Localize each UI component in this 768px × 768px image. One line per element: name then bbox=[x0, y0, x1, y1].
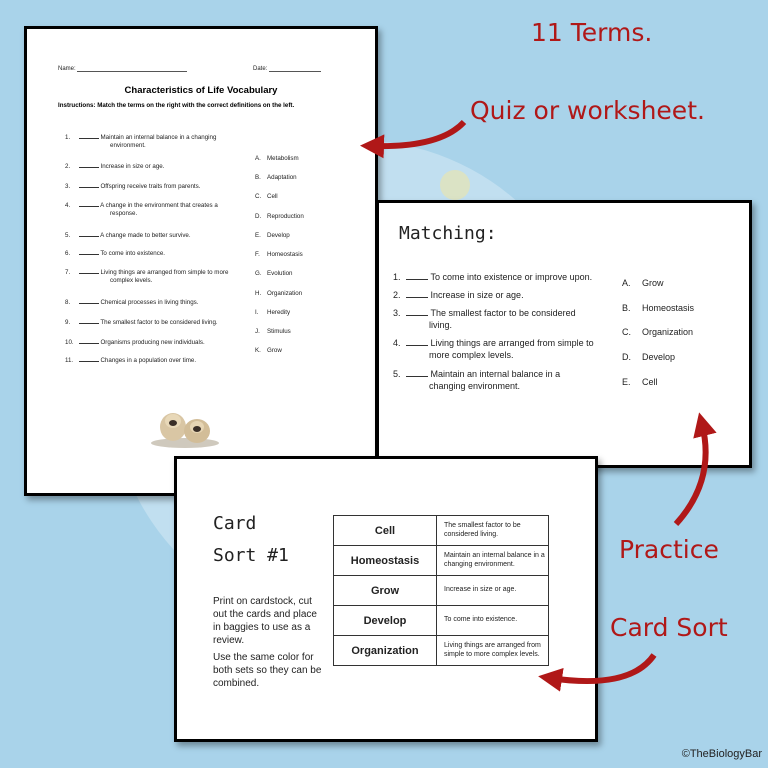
worksheet-option: E. Develop bbox=[255, 232, 290, 239]
worksheet-item: 8. Chemical processes in living things. bbox=[65, 299, 199, 306]
worksheet-item: 3. Offspring receive traits from parents. bbox=[65, 183, 201, 190]
terms-callout: 11 Terms. bbox=[531, 18, 653, 47]
arrow-to-table bbox=[550, 655, 654, 681]
term-cell: Cell bbox=[334, 516, 437, 546]
matching-option: A. Grow bbox=[622, 278, 664, 288]
name-field: Name: bbox=[58, 66, 187, 72]
worksheet-option: F. Homeostasis bbox=[255, 251, 303, 258]
definition-cell: Increase in size or age. bbox=[437, 576, 549, 606]
copyright-text: ©TheBiologyBar bbox=[681, 748, 762, 760]
definition-cell: The smallest factor to be considered living. bbox=[437, 516, 549, 546]
definition-cell: Maintain an internal balance in a changing environment. bbox=[437, 546, 549, 576]
worksheet-item: 4. A change in the environment that creates a response. bbox=[65, 202, 218, 217]
card-sort-title: Card bbox=[213, 513, 257, 534]
matching-item: 3. The smallest factor to be considered living. bbox=[393, 308, 576, 330]
worksheet-item: 5. A change made to better survive. bbox=[65, 232, 191, 239]
worksheet-item: 10. Organisms producing new individuals. bbox=[65, 339, 205, 346]
definition-cell: To come into existence. bbox=[437, 606, 549, 636]
worksheet-title: Characteristics of Life Vocabulary bbox=[124, 85, 278, 96]
matching-item: 1. To come into existence or improve upon. bbox=[393, 272, 593, 282]
date-field: Date: bbox=[253, 66, 321, 72]
worksheet-option: I. Heredity bbox=[255, 309, 291, 316]
matching-option: E. Cell bbox=[622, 377, 658, 387]
worksheet-option: D. Reproduction bbox=[255, 213, 304, 220]
worksheet-item: 11. Changes in a population over time. bbox=[65, 357, 197, 364]
matching-item: 2. Increase in size or age. bbox=[393, 290, 524, 300]
practice-callout: Practice bbox=[619, 535, 719, 564]
worksheet-option: G. Evolution bbox=[255, 270, 293, 277]
matching-option: B. Homeostasis bbox=[622, 303, 695, 313]
term-cell: Develop bbox=[334, 606, 437, 636]
worksheet-option: H. Organization bbox=[255, 290, 303, 297]
arrow-to-matching bbox=[676, 424, 706, 524]
matching-option: C. Organization bbox=[622, 327, 694, 337]
cardsort-callout: Card Sort bbox=[610, 613, 728, 642]
worksheet-item: 2. Increase in size or age. bbox=[65, 163, 165, 170]
matching-option: D. Develop bbox=[622, 352, 676, 362]
term-cell: Homeostasis bbox=[334, 546, 437, 576]
worksheet-item: 9. The smallest factor to be considered living. bbox=[65, 319, 218, 326]
card-sort-note: Use the same color for both sets so they can be combined. bbox=[213, 652, 322, 689]
card-sort-subtitle: Sort #1 bbox=[213, 545, 289, 566]
matching-title: Matching: bbox=[399, 223, 497, 244]
worksheet-option: C. Cell bbox=[255, 193, 278, 200]
worksheet-item: 7. Living things are arranged from simple to more complex levels. bbox=[65, 269, 229, 284]
worksheet-item: 1. Maintain an internal balance in a changing environment. bbox=[65, 134, 217, 149]
definition-cell: Living things are arranged from simple to more complex levels. bbox=[437, 636, 549, 666]
term-cell: Grow bbox=[334, 576, 437, 606]
card-sort-instructions: Print on cardstock, cut out the cards and place in baggies to use as a review. bbox=[213, 596, 317, 646]
worksheet-option: A. Metabolism bbox=[255, 155, 299, 162]
quiz-callout: Quiz or worksheet. bbox=[470, 96, 705, 125]
arrow-to-worksheet bbox=[372, 122, 464, 146]
worksheet-instructions: Instructions: Match the terms on the right with the correct definitions on the left. bbox=[58, 102, 295, 109]
worksheet-option: J. Stimulus bbox=[255, 328, 291, 335]
worksheet-option: K. Grow bbox=[255, 347, 282, 354]
worksheet-option: B. Adaptation bbox=[255, 174, 297, 181]
matching-item: 4. Living things are arranged from simple to more complex levels. bbox=[393, 338, 594, 360]
worksheet-item: 6. To come into existence. bbox=[65, 250, 165, 257]
matching-item: 5. Maintain an internal balance in a changing environment. bbox=[393, 369, 561, 391]
term-cell: Organization bbox=[334, 636, 437, 666]
